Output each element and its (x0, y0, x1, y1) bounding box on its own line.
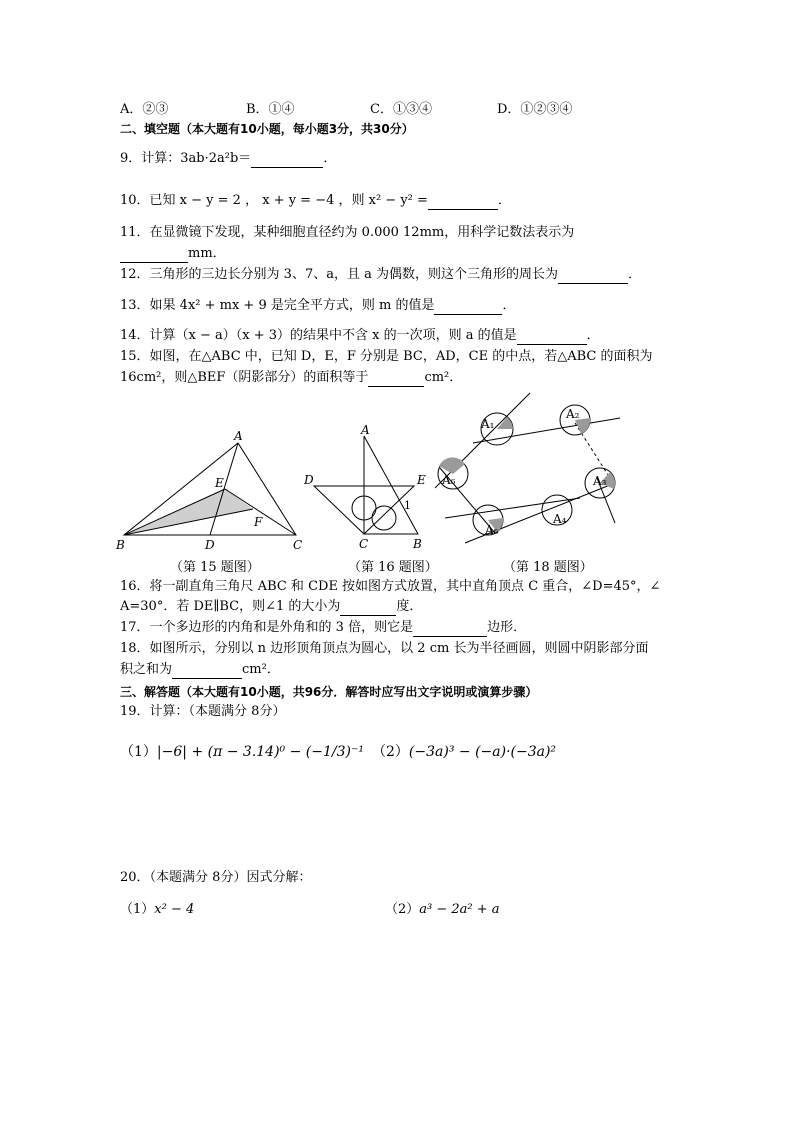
q14-end: ． (586, 328, 600, 343)
q20-p1-label: （1） (120, 902, 155, 917)
section-2-title: 二、填空题（本大题有10小题，每小题3分，共30分） (120, 122, 414, 136)
choice-d: D．①②③④ (497, 102, 573, 117)
fig16-label-e: E (417, 473, 426, 487)
q13-text: 13．如果 4x² + mx + 9 是完全平方式，则 m 的值是 (120, 298, 435, 313)
fig18-caption: （第 18 题图） (503, 560, 593, 575)
question-15: 15．如图，在△ABC 中，已知 D，E，F 分别是 BC，AD，CE 的中点，若△ABC 的面积为 (120, 349, 653, 364)
fig16-caption: （第 16 题图） (348, 560, 438, 575)
choice-b: B．①④ (246, 102, 295, 117)
question-19-title: 19．计算：（本题满分 8分） (120, 704, 286, 719)
choice-c: C．①③④ (370, 102, 432, 117)
fig15-label-a: A (234, 429, 243, 443)
question-11-line2 (120, 245, 226, 263)
q12-text: 12．三角形的三边长分别为 3、7、a，且 a 为偶数，则这个三角形的周长为 (120, 267, 558, 282)
fig18-label-a1: A₁ (481, 417, 495, 431)
question-13 (120, 297, 515, 315)
q10-text: 10．已知 x − y = 2 ， x + y = −4 ，则 x² − y² = (120, 193, 428, 208)
fig16-label-d: D (304, 473, 314, 487)
q17-text: 17．一个多边形的内角和是外角和的 3 倍，则它是 (120, 620, 414, 635)
fig15-label-c: C (293, 538, 303, 552)
q18-end: cm²． (242, 662, 280, 677)
question-11: 11．在显微镜下发现，某种细胞直径约为 0.000 12mm，用科学记数法表示为 (120, 225, 575, 240)
q17-blank (413, 622, 487, 637)
q20-p1-expression: x² − 4 (154, 902, 195, 917)
fig18-label-a6: A₆ (442, 473, 456, 487)
q9-text: 9．计算：3ab·2a²b＝ (120, 151, 252, 166)
q9-blank (251, 153, 323, 168)
q20-p2-label: （2） (385, 902, 420, 917)
fig18-label-a3: A₃ (593, 474, 607, 488)
question-16-line2 (120, 598, 422, 616)
question-20-part2 (385, 901, 500, 919)
fig16-label-a: A (361, 423, 370, 437)
q10-end: ． (497, 193, 511, 208)
q19-p1-expression: |−6| + (π − 3.14)⁰ − (−1/3)⁻¹ (156, 744, 364, 760)
q19-p2-label: （2） (372, 744, 409, 760)
fig18-label-a5: A₅ (485, 523, 499, 537)
question-14 (120, 327, 600, 345)
q13-blank (434, 300, 502, 315)
fig15-label-b: B (116, 538, 125, 552)
q19-p2-expression: (−3a)³ − (−a)·(−3a)² (408, 744, 557, 760)
question-9 (120, 150, 336, 168)
question-18: 18．如图所示，分别以 n 边形顶角顶点为圆心，以 2 cm 长为半径画圆，则圆中阴影部分面 (120, 641, 649, 656)
fig15-label-d: D (205, 538, 215, 552)
fig15-label-f: F (254, 515, 263, 529)
q20-p2-expression: a³ − 2a² + a (419, 902, 500, 917)
q15-end: cm²． (424, 370, 463, 385)
q18-line2-text: 积之和为 (120, 662, 173, 677)
fig16-label-1: 1 (404, 499, 411, 512)
q19-p1-label: （1） (120, 744, 157, 760)
q18-blank (172, 664, 242, 679)
q12-blank (558, 269, 628, 284)
question-15-line2 (120, 369, 462, 387)
fig15-caption: （第 15 题图） (170, 560, 260, 575)
fig18-label-a4: A₄ (553, 512, 567, 526)
section-3-title: 三、解答题（本大题有10小题，共96分．解答时应写出文字说明或演算步骤） (120, 685, 538, 699)
q13-end: ． (502, 298, 516, 313)
q14-text: 14．计算（x − a）（x + 3）的结果中不含 x 的一次项，则 a 的值是 (120, 328, 517, 343)
question-16: 16．将一副直角三角尺 ABC 和 CDE 按如图方式放置，其中直角顶点 C 重合，∠D=45°，∠ (120, 579, 661, 594)
fig16-label-b: B (413, 537, 422, 551)
fig15-shaded-triangle (124, 489, 253, 535)
question-20-title: 20．（本题满分 8分）因式分解： (120, 870, 312, 885)
q16-end: 度． (396, 599, 423, 614)
q11-blank (120, 248, 188, 263)
choice-a: A．②③ (120, 102, 169, 117)
fig15-label-e: E (215, 476, 224, 490)
q15-line2-text: 16cm²，则△BEF（阴影部分）的面积等于 (120, 370, 369, 385)
fig15-triangle-abc (124, 443, 296, 535)
question-19-part2 (372, 743, 556, 761)
q16-line2-text: A=30°．若 DE∥BC，则∠1 的大小为 (120, 599, 341, 614)
q11-end: mm． (188, 246, 226, 261)
q12-end: ． (627, 267, 641, 282)
figure-18 (425, 388, 630, 548)
question-12 (120, 266, 641, 284)
q10-blank (428, 195, 498, 210)
fig16-label-c: C (359, 537, 369, 551)
fig16-circle-2 (372, 506, 396, 530)
q16-blank (340, 601, 396, 616)
question-18-line2 (120, 661, 280, 679)
figure-15 (112, 425, 308, 553)
fig18-lines (435, 393, 620, 543)
fig18-label-a2: A₂ (566, 407, 580, 421)
question-10 (120, 192, 511, 210)
q9-end: ． (323, 151, 337, 166)
figure-16 (298, 422, 436, 552)
q17-end: 边形． (487, 620, 527, 635)
q14-blank (517, 330, 587, 345)
question-19-part1 (120, 743, 364, 761)
question-20-part1 (120, 901, 194, 919)
question-17 (120, 619, 526, 637)
q15-blank (368, 372, 424, 387)
